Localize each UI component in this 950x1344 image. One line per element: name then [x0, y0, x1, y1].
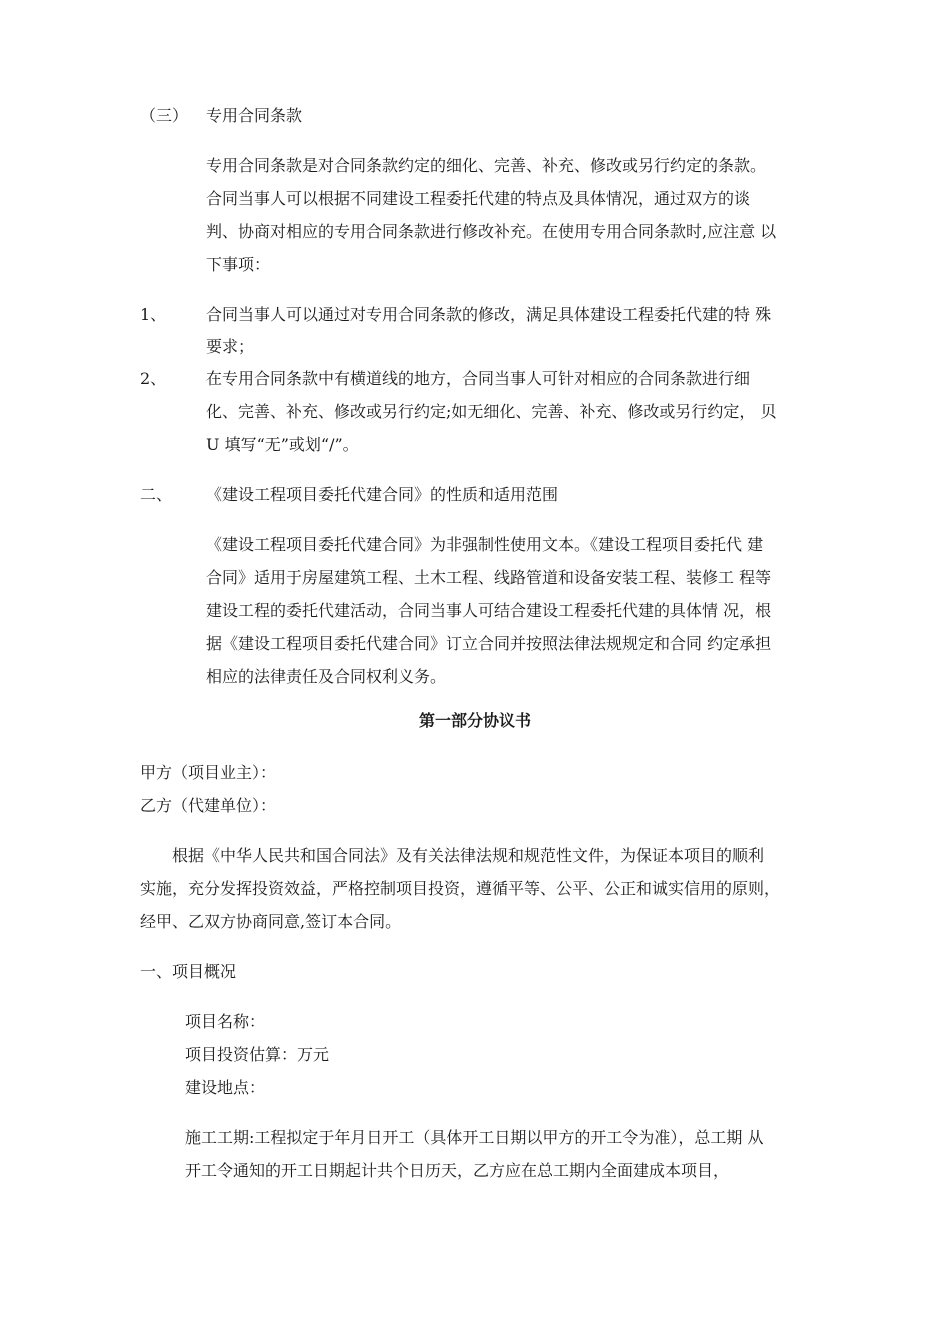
- list-item-line: 化、完善、补充、修改或另行约定;如无细化、完善、补充、修改或另行约定， 贝: [206, 402, 777, 421]
- list-item-line: 合同当事人可以通过对专用合同条款的修改，满足具体建设工程委托代建的特 殊: [206, 305, 772, 324]
- paragraph-line: 根据《中华人民共和国合同法》及有关法律法规和规范性文件，为保证本项目的顺利: [172, 846, 765, 865]
- list-number: 1、: [140, 305, 167, 324]
- investment-field: 项目投资估算：万元: [185, 1045, 330, 1064]
- list-item-line: U 填写“无”或划“/”。: [206, 435, 359, 454]
- list-item-line: 要求；: [206, 337, 255, 356]
- paragraph-line: 判、协商对相应的专用合同条款进行修改补充。在使用专用合同条款时,应注意 以: [206, 222, 777, 241]
- paragraph-line: 据《建设工程项目委托代建合同》订立合同并按照法律法规规定和合同 约定承担: [206, 634, 772, 653]
- paragraph-line: 经甲、乙双方协商同意,签订本合同。: [140, 912, 402, 931]
- paragraph-line: 《建设工程项目委托代建合同》为非强制性使用文本。《建设工程项目委托代 建: [206, 535, 764, 554]
- paragraph-line: 下事项：: [206, 255, 271, 274]
- paragraph-line: 施工工期:工程拟定于年月日开工（具体开工日期以甲方的开工令为准），总工期 从: [185, 1128, 764, 1147]
- party-a: 甲方（项目业主）：: [140, 763, 277, 782]
- list-item-line: 在专用合同条款中有横道线的地方，合同当事人可针对相应的合同条款进行细: [206, 369, 751, 388]
- section-heading: 专用合同条款: [206, 106, 303, 125]
- overview-heading: 一、项目概况: [140, 962, 237, 981]
- party-b: 乙方（代建单位）：: [140, 796, 277, 815]
- paragraph-line: 相应的法律责任及合同权利义务。: [206, 667, 447, 686]
- section-number: （三）: [140, 106, 189, 125]
- paragraph-line: 专用合同条款是对合同条款约定的细化、完善、补充、修改或另行约定的条款。: [206, 156, 767, 175]
- list-number: 2、: [140, 369, 167, 388]
- section-heading: 《建设工程项目委托代建合同》的性质和适用范围: [206, 485, 559, 504]
- paragraph-line: 合同当事人可以根据不同建设工程委托代建的特点及具体情况，通过双方的谈: [206, 189, 751, 208]
- paragraph-line: 建设工程的委托代建活动，合同当事人可结合建设工程委托代建的具体情 况，根: [206, 601, 772, 620]
- part-title: 第一部分协议书: [418, 711, 531, 730]
- section-number: 二、: [140, 485, 173, 504]
- paragraph-line: 合同》适用于房屋建筑工程、土木工程、线路管道和设备安装工程、装修工 程等: [206, 568, 772, 587]
- paragraph-line: 开工令通知的开工日期起计共个日历天，乙方应在总工期内全面建成本项目，: [185, 1161, 730, 1180]
- project-name-field: 项目名称：: [185, 1012, 266, 1031]
- location-field: 建设地点：: [185, 1078, 266, 1097]
- paragraph-line: 实施，充分发挥投资效益，严格控制项目投资，遵循平等、公平、公正和诚实信用的原则，: [140, 879, 781, 898]
